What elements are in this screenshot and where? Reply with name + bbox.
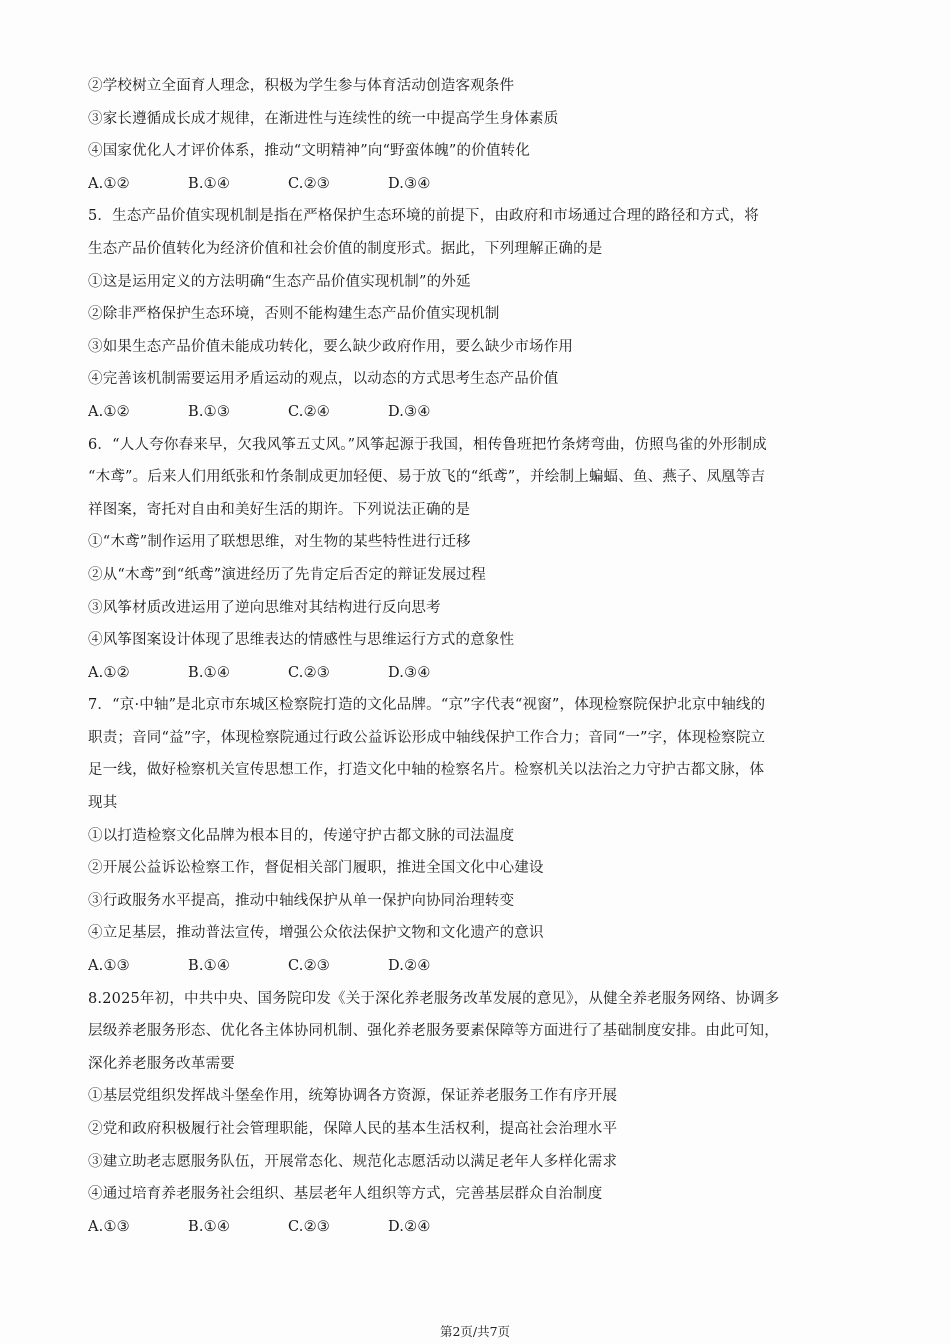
q8-option-1: ①基层党组织发挥战斗堡垒作用，统筹协调各方资源，保证养老服务工作有序开展 [88,1088,618,1105]
q5-answer-a: A.①② [88,403,130,420]
q8-stem-line-3: 深化养老服务改革需要 [88,1055,235,1072]
q6-option-4: ④风筝图案设计体现了思维表达的情感性与思维运行方式的意象性 [88,632,515,649]
q7-stem-line-3: 足一线，做好检察机关宣传思想工作，打造文化中轴的检察名片。检察机关以法治之力守护古都文脉，体 [88,762,765,779]
q6-answer-a: A.①② [88,664,130,681]
q5-answer-c: C.②④ [288,403,330,420]
q6-answer-d: D.③④ [388,664,431,681]
q6-answer-b: B.①④ [188,664,231,681]
q7-stem-line-4: 现其 [88,795,118,812]
q6-answer-choices [88,657,868,690]
q8-stem-line-1: 8.2025年初，中共中央、国务院印发《关于深化养老服务改革发展的意见》，从健全养老服务网络、协调多 [88,990,780,1007]
q8-option-4: ④通过培育养老服务社会组织、基层老年人组织等方式，完善基层群众自治制度 [88,1186,603,1203]
q8-answer-b: B.①④ [188,1218,231,1235]
q6-stem-line-2: “木鸢”。后来人们用纸张和竹条制成更加轻便、易于放飞的“纸鸢”，并绘制上蝙蝠、鱼、燕子、凤凰等吉 [88,469,766,486]
q6-option-1: ①“木鸢”制作运用了联想思维，对生物的某些特性进行迁移 [88,534,471,551]
q6-stem-line-1: 6．“人人夸你春来早，欠我风筝五丈风。”风筝起源于我国，相传鲁班把竹条烤弯曲，仿照鸟雀的外形制成 [88,436,767,453]
q8-answer-d: D.②④ [388,1218,431,1235]
q5-option-3: ③如果生态产品价值未能成功转化，要么缺少政府作用，要么缺少市场作用 [88,338,574,355]
q4-answer-choices [88,168,868,201]
q4-answer-b: B.①④ [188,175,231,192]
q4-option-3: ③家长遵循成长成才规律，在渐进性与连续性的统一中提高学生身体素质 [88,110,559,127]
q7-stem-line-2: 职责；音同“益”字，体现检察院通过行政公益诉讼形成中轴线保护工作合力；音同“一”字，体现检察院立 [88,729,766,746]
q8-answer-choices [88,1211,868,1244]
q5-stem-line-1: 5．生态产品价值实现机制是指在严格保护生态环境的前提下，由政府和市场通过合理的路径和方式，将 [88,208,759,225]
q5-stem-line-2: 生态产品价值转化为经济价值和社会价值的制度形式。据此，下列理解正确的是 [88,240,603,257]
q5-option-1: ①这是运用定义的方法明确“生态产品价值实现机制”的外延 [88,273,471,290]
page-number: 第2页/共7页 [439,1324,511,1339]
q7-option-3: ③行政服务水平提高，推动中轴线保护从单一保护向协同治理转变 [88,892,515,909]
q5-answer-b: B.①③ [188,403,231,420]
q8-answer-c: C.②③ [288,1218,330,1235]
q7-answer-c: C.②③ [288,958,330,975]
q7-stem-line-1: 7．“京·中轴”是北京市东城区检察院打造的文化品牌。“京”字代表“视窗”，体现检察院保护北京中轴线的 [88,697,766,714]
q6-stem-line-3: 祥图案，寄托对自由和美好生活的期许。下列说法正确的是 [88,501,471,518]
q5-answer-choices [88,396,868,429]
q8-stem-line-2: 层级养老服务形态、优化各主体协同机制、强化养老服务要素保障等方面进行了基础制度安排。由此可知， [88,1023,779,1040]
q7-option-4: ④立足基层，推动普法宣传，增强公众依法保护文物和文化遗产的意识 [88,925,544,942]
q7-answer-choices [88,950,868,983]
q7-option-1: ①以打造检察文化品牌为根本目的，传递守护古都文脉的司法温度 [88,827,515,844]
q6-answer-c: C.②③ [288,664,330,681]
q7-option-2: ②开展公益诉讼检察工作，督促相关部门履职，推进全国文化中心建设 [88,860,544,877]
page-content [88,70,868,1243]
q5-option-2: ②除非严格保护生态环境，否则不能构建生态产品价值实现机制 [88,306,500,323]
q4-option-2: ②学校树立全面育人理念，积极为学生参与体育活动创造客观条件 [88,78,515,94]
q8-answer-a: A.①③ [88,1218,130,1235]
q4-answer-d: D.③④ [388,175,431,192]
q5-option-4: ④完善该机制需要运用矛盾运动的观点，以动态的方式思考生态产品价值 [88,371,559,388]
q7-answer-b: B.①④ [188,958,231,975]
q6-option-2: ②从“木鸢”到“纸鸢”演进经历了先肯定后否定的辩证发展过程 [88,566,486,583]
q7-answer-d: D.②④ [388,958,431,975]
q4-answer-c: C.②③ [288,175,330,192]
q4-answer-a: A.①② [88,175,130,192]
q6-option-3: ③风筝材质改进运用了逆向思维对其结构进行反向思考 [88,599,441,616]
q7-answer-a: A.①③ [88,958,130,975]
q8-option-3: ③建立助老志愿服务队伍，开展常态化、规范化志愿活动以满足老年人多样化需求 [88,1153,618,1170]
q4-option-4: ④国家优化人才评价体系，推动“文明精神”向“野蛮体魄”的价值转化 [88,143,531,160]
q5-answer-d: D.③④ [388,403,431,420]
q8-option-2: ②党和政府积极履行社会管理职能，保障人民的基本生活权利，提高社会治理水平 [88,1121,618,1137]
